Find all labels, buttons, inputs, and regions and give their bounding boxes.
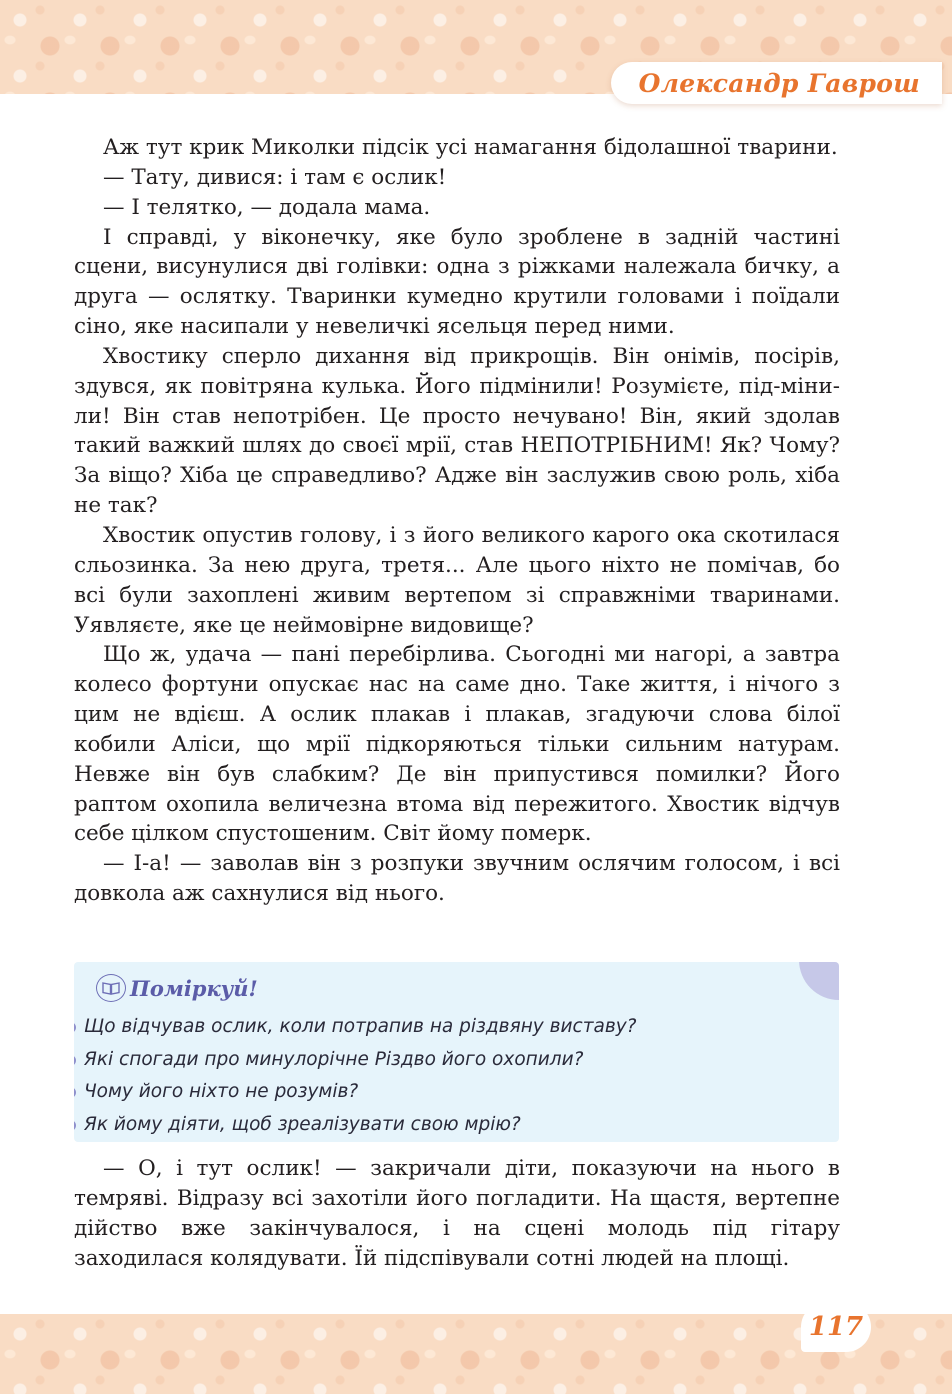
author-label — [611, 62, 942, 104]
paragraph: — Тату, дивися: і там є ослик! — [103, 164, 447, 190]
question-text: Як йому діяти, щоб зреалізувати свою мрію? — [84, 1113, 521, 1135]
question-item — [74, 1109, 637, 1142]
main-text-top — [74, 133, 840, 909]
paragraph: — І телятко, — додала мама. — [103, 194, 431, 220]
paragraph: І справді, у віконечку, яке було зроблене в задній частині сцени, висунулися дві голівки: одна з ріжками належала бичку, а друга — ослятку. Тваринки кумедно крутили головами і поїдали сіно, яке насипали у невеличкі ясельця перед ними. — [74, 224, 840, 340]
question-text: Які спогади про минулорічне Різдво його охопили? — [84, 1048, 584, 1070]
paragraph: Аж тут крик Миколки підсік усі намагання бідолашної тварини. — [103, 135, 838, 160]
bullet-dot-icon — [74, 1087, 76, 1098]
think-box — [74, 962, 839, 1142]
box-corner-decoration — [799, 962, 839, 1000]
question-text: Чому його ніхто не розумів? — [84, 1081, 359, 1103]
main-text-bottom — [74, 1154, 840, 1273]
question-item — [74, 1011, 637, 1044]
think-box-title: Поміркуй! — [130, 975, 258, 1001]
bullet-dot-icon — [74, 1055, 76, 1066]
think-box-header — [96, 974, 258, 1002]
question-item — [74, 1044, 637, 1077]
bullet-dot-icon — [74, 1022, 76, 1033]
question-item — [74, 1076, 637, 1109]
paragraph: — О, і тут ослик! — закричали діти, показуючи на нього в темряві. Відразу всі захотіли його погладити. На щастя, вертепне дійство вже закінчувалося, і на сцені молодь під гітару заходилася колядувати. Їй підспівували сотні людей на площі. — [74, 1156, 840, 1271]
paragraph: Що ж, удача — пані перебірлива. Сьогодні ми нагорі, а завтра колесо фортуни опускає нас на саме дно. Таке життя, і нічого з цим не вдієш. А ослик плакав і плакав, згадуючи слова білої кобили Аліси, що мрії підкоряються тільки сильним натурам. Невже він був слабким? Де він припустився помилки? Його раптом охопила величезна втома від пережитого. Хвостик відчув себе цілком спустошеним. Світ йому померк. — [74, 642, 840, 847]
question-list — [74, 1011, 637, 1141]
bullet-dot-icon — [74, 1120, 76, 1131]
page-number: 117 — [801, 1302, 871, 1352]
book-icon — [96, 974, 126, 1002]
question-text: Що відчував ослик, коли потрапив на різдвяну виставу? — [84, 1016, 637, 1037]
author-name: Олександр Гаврош — [638, 68, 920, 98]
paragraph: — І-а! — заволав він з розпуки звучним ослячим голосом, і всі довкола аж сахнулися від нього. — [74, 851, 840, 907]
paragraph: Хвостик опустив голову, і з його великого карого ока скотилася сльозинка. За нею друга, третя... Але цього ніхто не помічав, бо всі були захоплені живим вертепом зі справжніми тваринами. Уявляєте, яке це неймовірне видовище? — [74, 522, 840, 638]
paragraph: Хвостику сперло дихання від прикрощів. Він онімів, посірів, здувся, як повітряна кулька. Його підмінили! Розумієте, під-міни-ли! Він став непотрібен. Це просто нечувано! Він, який здолав такий важкий шлях до своєї мрії, став НЕПОТРІБНИМ! Як? Чому? За віщо? Хіба це справедливо? Адже він заслужив свою роль, хіба не так? — [74, 343, 840, 519]
